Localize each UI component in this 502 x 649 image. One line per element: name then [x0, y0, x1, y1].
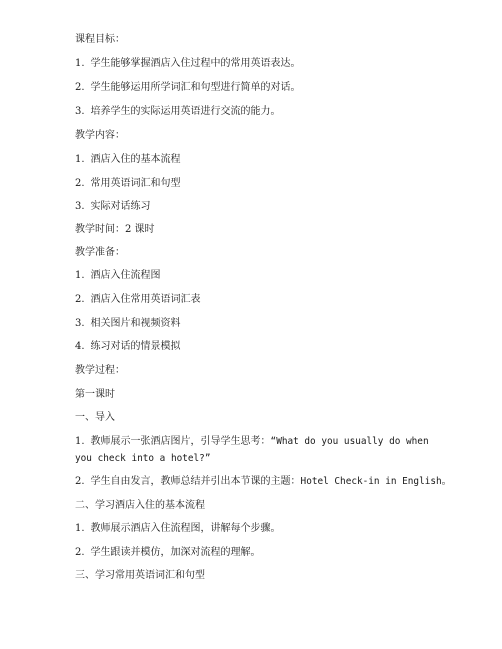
item-text: 学生能够掌握酒店入住过程中的常用英语表达。: [90, 58, 301, 69]
item-number: 3.: [75, 201, 85, 212]
item-number: 3.: [75, 106, 85, 117]
item-text: 酒店入住流程图: [90, 270, 161, 281]
item-number: 2.: [75, 547, 85, 558]
item-text: 教师展示一张酒店图片，引导学生思考：: [90, 436, 271, 447]
item-text-end: 。: [441, 476, 452, 487]
english-quote: “What do you usually do when you check into a hotel?”: [75, 436, 429, 464]
item-text: 练习对话的情景模拟: [90, 341, 181, 352]
heading-objectives: 课程目标：: [75, 34, 125, 45]
objective-item: [75, 56, 437, 73]
item-number: 2.: [75, 476, 85, 487]
lesson-title: 第一课时: [75, 389, 115, 400]
section-item: [75, 521, 437, 538]
objective-item: [75, 104, 437, 121]
heading-content: 教学内容：: [75, 130, 125, 141]
item-text: 酒店入住常用英语词汇表: [90, 294, 201, 305]
section-title: 二、学习酒店入住的基本流程: [75, 500, 205, 511]
content-item: [75, 176, 437, 193]
item-number: 2.: [75, 294, 85, 305]
teaching-time: [75, 222, 437, 239]
item-text: 酒店入住的基本流程: [90, 154, 181, 165]
item-number: 1.: [75, 523, 85, 534]
item-text: 学生自由发言，教师总结并引出本节课的主题：: [90, 476, 301, 487]
section-item: [75, 434, 441, 467]
item-number: 2.: [75, 178, 85, 189]
heading-prep: 教学准备：: [75, 247, 125, 258]
english-topic: Hotel Check-in in English: [300, 476, 442, 487]
item-text: 常用英语词汇和句型: [90, 178, 181, 189]
section-title: 一、导入: [75, 412, 115, 423]
item-number: 1.: [75, 154, 85, 165]
item-text: 相关图片和视频资料: [90, 318, 181, 329]
item-text: 学生能够运用所学词汇和句型进行简单的对话。: [90, 82, 301, 93]
section-title: [75, 568, 437, 585]
section-item: [75, 474, 452, 491]
content-item: [75, 152, 437, 169]
prep-item: [75, 292, 437, 309]
prep-item: [75, 268, 437, 285]
item-number: 4.: [75, 341, 85, 352]
item-text: 教师展示酒店入住流程图，讲解每个步骤。: [90, 523, 281, 534]
item-text: 培养学生的实际运用英语进行交流的能力。: [90, 106, 281, 117]
item-text: 学生跟读并模仿，加深对流程的理解。: [90, 547, 261, 558]
item-number: 1.: [75, 436, 85, 447]
heading-process: 教学过程：: [75, 365, 125, 376]
item-text: 实际对话练习: [90, 201, 151, 212]
time-value: 2 课时: [125, 224, 155, 235]
prep-item: [75, 316, 437, 333]
item-number: 2.: [75, 82, 85, 93]
item-number: 1.: [75, 270, 85, 281]
objective-item: [75, 80, 437, 97]
prep-item: [75, 339, 437, 356]
section-item: [75, 545, 437, 562]
time-label: 教学时间：: [75, 224, 125, 235]
item-text: 三、学习常用英语词汇和句型: [75, 570, 205, 581]
item-number: 1.: [75, 58, 85, 69]
item-number: 3.: [75, 318, 85, 329]
content-item: [75, 199, 437, 216]
